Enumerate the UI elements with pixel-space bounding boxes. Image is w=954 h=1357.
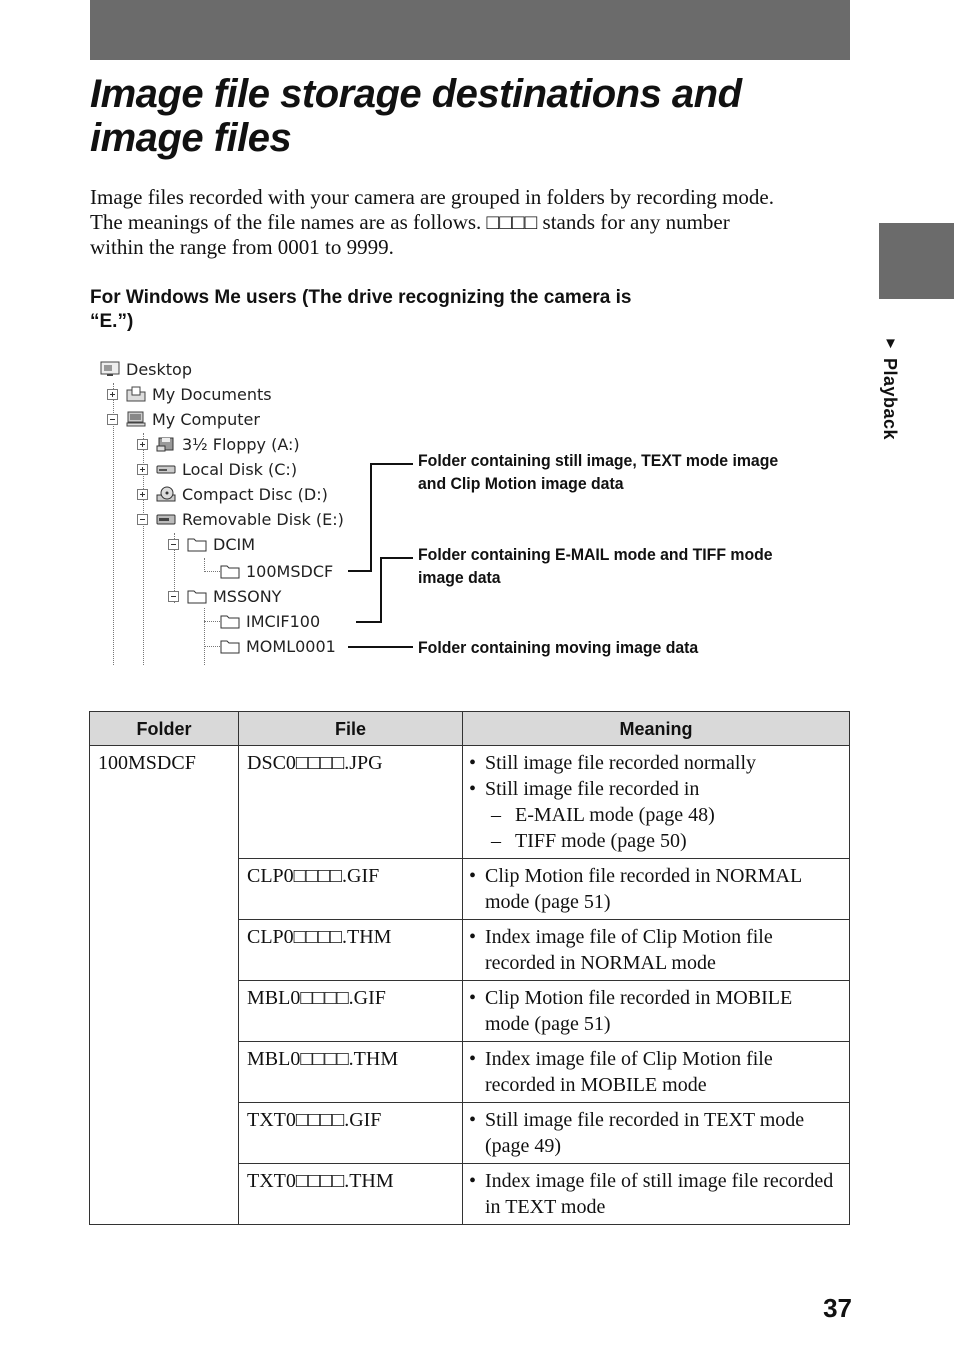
table-header-row: [90, 712, 850, 746]
tree-item-label: MOML0001: [246, 636, 336, 656]
folder-cell: 100MSDCF: [90, 746, 239, 1225]
removable-disk-icon: [156, 511, 176, 527]
triangle-marker-icon: ▼: [882, 335, 899, 353]
file-table: [89, 711, 850, 1225]
tree-guide-line: [204, 608, 205, 665]
chapter-label: [876, 335, 900, 445]
intro-line-1: Image files recorded with your camera are grouped in folders by recording mode.: [90, 185, 774, 209]
tree-item-mssony[interactable]: [168, 584, 281, 608]
tree-item-floppy[interactable]: [137, 432, 300, 456]
meaning-bullet: • Index image file of Clip Motion file recorded in NORMAL mode: [469, 924, 841, 976]
tree-item-100msdcf[interactable]: [220, 559, 333, 583]
hard-disk-icon: [156, 461, 176, 477]
file-cell: MBL0□□□□.GIF: [239, 981, 463, 1042]
table-row: [90, 746, 850, 859]
file-cell: TXT0□□□□.GIF: [239, 1103, 463, 1164]
subheading-line-1: For Windows Me users (The drive recognizing the camera is: [90, 287, 632, 308]
explorer-tree: [96, 355, 376, 665]
collapse-minus-icon[interactable]: [107, 414, 118, 425]
expand-plus-icon[interactable]: [137, 439, 148, 450]
tree-guide-line: [204, 646, 220, 647]
tree-item-label: IMCIF100: [246, 611, 321, 631]
collapse-minus-icon[interactable]: [137, 514, 148, 525]
tree-item-label: Desktop: [126, 359, 192, 379]
folder-icon: [220, 638, 240, 654]
cd-drive-icon: [156, 486, 176, 502]
tree-item-imcif100[interactable]: [220, 609, 320, 633]
meaning-cell: [463, 1042, 850, 1103]
callout-leader-line: [370, 463, 413, 465]
meaning-cell: [463, 859, 850, 920]
collapse-minus-icon[interactable]: [168, 591, 179, 602]
tree-item-my-documents[interactable]: [107, 382, 272, 406]
callout-leader-line: [348, 646, 413, 648]
meaning-bullet: • Still image file recorded in: [469, 776, 841, 802]
callout-line: image data: [418, 568, 501, 587]
tree-item-label: My Documents: [152, 384, 272, 404]
callout-line: Folder containing still image, TEXT mode image: [418, 451, 779, 470]
desktop-icon: [100, 361, 120, 377]
tree-item-label: 3½ Floppy (A:): [182, 434, 300, 454]
expand-plus-icon[interactable]: [137, 489, 148, 500]
meaning-sub-item: – TIFF mode (page 50): [469, 828, 841, 854]
tree-item-label: Removable Disk (E:): [182, 509, 344, 529]
file-cell: CLP0□□□□.GIF: [239, 859, 463, 920]
meaning-bullet: • Index image file of still image file recorded in TEXT mode: [469, 1168, 841, 1220]
tree-item-label: DCIM: [213, 534, 256, 554]
expand-plus-icon[interactable]: [137, 464, 148, 475]
callout-leader-line: [370, 463, 372, 572]
callout-email-tiff-folder: [418, 543, 813, 589]
title-line-1: Image file storage destinations and: [90, 72, 742, 116]
callout-leader-line: [380, 557, 413, 559]
tree-item-label: 100MSDCF: [246, 561, 334, 581]
page-title: [90, 72, 860, 160]
callout-line: Folder containing E-MAIL mode and TIFF mode: [418, 545, 773, 564]
documents-folder-icon: [126, 386, 146, 402]
chapter-tab: [879, 223, 954, 299]
tree-item-local-disk[interactable]: [137, 457, 297, 481]
tree-item-desktop[interactable]: [100, 357, 192, 381]
intro-line-3: within the range from 0001 to 9999.: [90, 235, 394, 259]
file-cell: CLP0□□□□.THM: [239, 920, 463, 981]
tree-item-label: MSSONY: [213, 586, 282, 606]
tree-guide-line: [204, 621, 220, 622]
meaning-cell: [463, 981, 850, 1042]
page-number: 37: [823, 1293, 852, 1323]
tree-item-my-computer[interactable]: [107, 407, 260, 431]
intro-paragraph: [90, 185, 850, 260]
section-subheading: [90, 286, 850, 334]
callout-moving-image-folder: [418, 636, 813, 659]
folder-icon: [187, 588, 207, 604]
meaning-bullet: • Still image file recorded in TEXT mode (page 49): [469, 1107, 841, 1159]
folder-icon: [220, 563, 240, 579]
expand-plus-icon[interactable]: [107, 389, 118, 400]
meaning-bullet: • Index image file of Clip Motion file recorded in MOBILE mode: [469, 1046, 841, 1098]
tree-item-moml0001[interactable]: [220, 634, 336, 658]
meaning-sub-item: – E-MAIL mode (page 48): [469, 802, 841, 828]
callout-leader-line: [356, 621, 382, 623]
tree-item-removable-disk[interactable]: [137, 507, 344, 531]
file-cell: TXT0□□□□.THM: [239, 1164, 463, 1225]
callout-still-image-folder: [418, 449, 813, 495]
file-cell: MBL0□□□□.THM: [239, 1042, 463, 1103]
intro-line-2: The meanings of the file names are as follows. □□□□ stands for any number: [90, 210, 730, 234]
meaning-cell: [463, 1164, 850, 1225]
floppy-drive-icon: [156, 436, 176, 452]
tree-guide-line: [204, 571, 220, 572]
folder-icon: [187, 536, 207, 552]
tree-item-label: Local Disk (C:): [182, 459, 298, 479]
meaning-bullet: • Still image file recorded normally: [469, 750, 841, 776]
tree-item-label: Compact Disc (D:): [182, 484, 328, 504]
meaning-cell: [463, 746, 850, 859]
title-line-2: image files: [90, 116, 292, 160]
chapter-label-text: Playback: [880, 358, 900, 441]
tree-item-compact-disc[interactable]: [137, 482, 328, 506]
meaning-bullet: • Clip Motion file recorded in NORMAL mode (page 51): [469, 863, 841, 915]
header-band: [90, 0, 850, 60]
file-cell: DSC0□□□□.JPG: [239, 746, 463, 859]
tree-item-label: My Computer: [152, 409, 260, 429]
callout-line: Folder containing moving image data: [418, 638, 699, 657]
tree-guide-line: [204, 558, 205, 572]
folder-icon: [220, 613, 240, 629]
callout-leader-line: [348, 570, 372, 572]
callout-line: and Clip Motion image data: [418, 474, 624, 493]
collapse-minus-icon[interactable]: [168, 539, 179, 550]
callout-leader-line: [380, 557, 382, 623]
subheading-line-2: “E.”): [90, 311, 134, 332]
column-header-folder: Folder: [90, 712, 239, 746]
column-header-file: File: [239, 712, 463, 746]
meaning-cell: [463, 920, 850, 981]
column-header-meaning: Meaning: [463, 712, 850, 746]
computer-icon: [126, 411, 146, 427]
meaning-cell: [463, 1103, 850, 1164]
tree-item-dcim[interactable]: [168, 532, 255, 556]
meaning-bullet: • Clip Motion file recorded in MOBILE mode (page 51): [469, 985, 841, 1037]
